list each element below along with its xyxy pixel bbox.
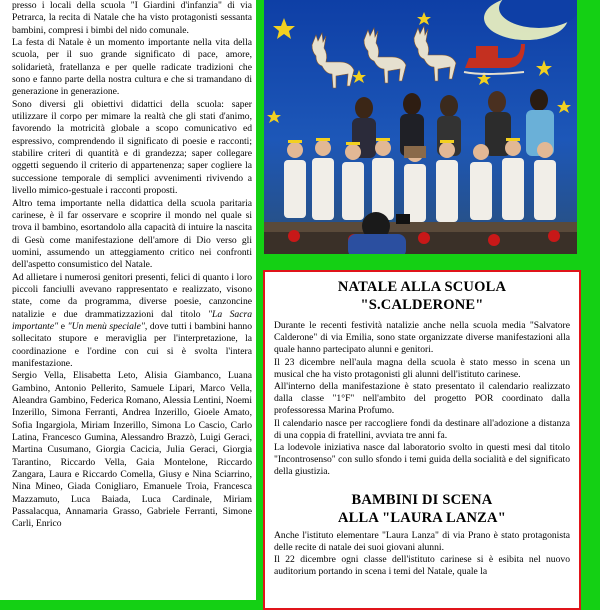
- article-paragraph: Il calendario nasce per raccogliere fondi da destinare all'adozione a distanza di una coppia di fratellini, avviata tre anni fa.: [274, 417, 570, 441]
- article-title: NATALE ALLA SCUOLA "S.CALDERONE": [337, 279, 507, 313]
- article-paragraph: Il 22 dicembre ogni classe dell'istituto carinese si è esibita nel nuovo auditorium portando in scena i temi del Natale, quale la: [274, 554, 570, 578]
- children-names-list: Sergio Vella, Elisabetta Leto, Alisia Giambanco, Luana Gambino, Antonio Pellerito, Samuele Lipari, Marco Vella, Aleandra Gambino, Federica Romano, Alessia Lentini, Noemi Inzerillo, Simona Ferranti, Andrea Inzerillo, Gioele Amato, Sofia Ingargiola, Miriam Inzerillo, Simona Lo Cascio, Carlo Latina, Francesco Gumina, Alessandro Brazzò, Luigi Geraci, Martina Cusumano, Giorgia Cacicia, Julia Geraci, Giorgia Tarantino, Riccardo Vella, Gaia Montelone, Riccardo Zangara, Laura e Riccardo Comella, Giusy e Nina Sciarrino, Nina Mineo, Giada Conigliaro, Emanuele Troia, Francesca Mazzamuto, Luca Baiada, Luca Cardinale, Miriam Passalacqua, Annamaria Grasso, Gabriele Ferranti, Simone Carli, Enrico: [12, 370, 252, 530]
- play-title: "La Sacra importante": [12, 308, 252, 332]
- article-paragraph: La lodevole iniziativa nasce dal laboratorio svolto in questi mesi dal titolo "Incontrosenso" con sullo sfondo i temi guida della socialità e del significato della giustizia.: [274, 442, 570, 478]
- news-box: [263, 270, 581, 610]
- article-paragraph: Altro tema importante nella didattica della scuola paritaria carinese, è il far osservare e scoprire il mondo nel quale si trova il bambino, esortandolo alla capacità di intuire la nascita di Gesù come manifestazione dell'amore di Dio verso gli uomini, assumendo un atteggiamento critico nei confronti dell'aspetto consumistico del Natale.: [12, 197, 252, 271]
- article-paragraph: All'interno della manifestazione è stato presentato il calendario realizzato dalla classe "1°F" nell'ambito del progetto POR coordinato dalla professoressa Marina Profumo.: [274, 381, 570, 417]
- article-paragraph: Il 23 dicembre nell'aula magna della scuola è stato messo in scena un musical che ha visto protagonisti gli alunni dell'istituto carinese.: [274, 356, 570, 380]
- left-article-column: [0, 0, 256, 600]
- article-title: BAMBINI DI SCENA ALLA "LAURA LANZA": [338, 491, 506, 526]
- article-paragraph: presso i locali della scuola "I Giardini d'infanzia" di via Petrarca, la recita di Natale che ha visto protagonisti sessanta bambini, compresi i bimbi del nido comunale.: [12, 0, 252, 36]
- article-paragraph: Durante le recenti festività natalizie anche nella scuola media "Salvatore Calderone" di via Emilia, sono state organizzate diverse manifestazioni alla quale hanno partecipato alunni e genitori.: [274, 320, 570, 356]
- article-paragraph: Anche l'istituto elementare "Laura Lanza" di via Prano è stato protagonista delle recite di natale dei suoi giovani alunni.: [274, 529, 570, 553]
- article-paragraph: La festa di Natale è un momento importante nella vita della scuola, per il suo grande significato di pace, amore, solidarietà, fratellanza e per quelle radicate tradizioni che sono e fanno parte della nostra cultura e che si tramandano di generazione in generazione.: [12, 37, 252, 98]
- play-title: "Un menù speciale": [67, 320, 145, 332]
- christmas-play-photo: [264, 0, 577, 254]
- article-paragraph: Ad allietare i numerosi genitori presenti, felici di quanto i loro piccoli fanciulli avevano rappresentato e realizzato, visono state, come da programma, diverse poesie, canzoncine natalizie e due drammatizzazioni dal titolo "La Sacra importante" e "Un menù speciale", dove tutti i bambini hanno sollecitato stupore e meraviglia per l'interpretazione, la coordinazione e l'ordine con cui si è svolta l'intera manifestazione.: [12, 271, 253, 369]
- article-paragraph: Sono diversi gli obiettivi didattici della scuola: saper utilizzare il corpo per mimare la realtà che gli stati d'animo, favorendo la motricità globale a scopo comunicativo ed espressivo, comprendendo il significato di poesie e racconti; stabilire criteri di quantità e di grandezza; saper collegare oggetti seguendo il criterio di appartenenza; saper cogliere la successione temporale di semplici avvenimenti rivivendo a livello mimico-gestuale i racconti proposti.: [12, 98, 252, 197]
